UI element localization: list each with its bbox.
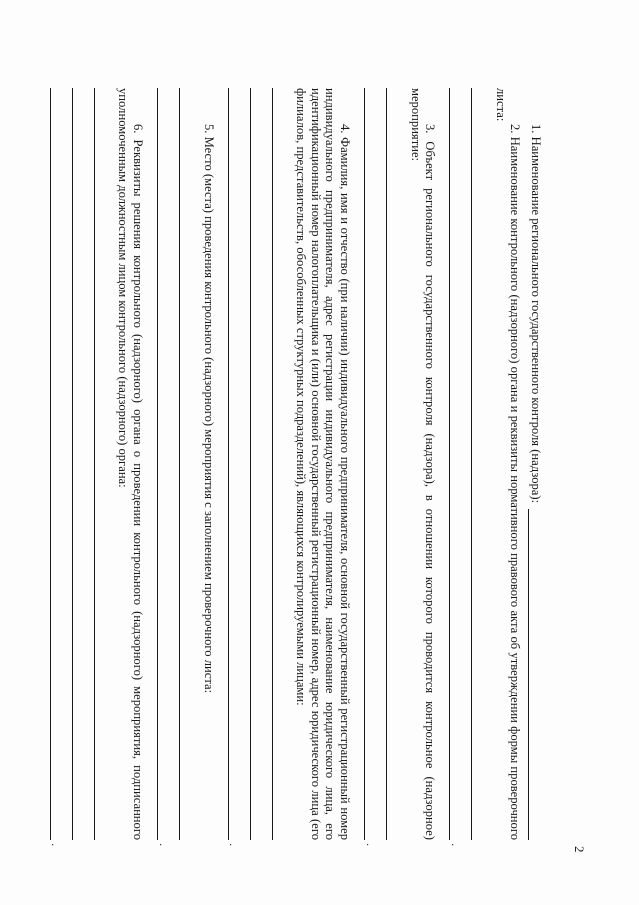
item-3-fill-line-2[interactable] <box>363 88 386 846</box>
line-end-mark: . <box>49 843 62 846</box>
page-number: 2 <box>572 846 587 853</box>
item-5-fill-line-2[interactable] <box>156 88 179 846</box>
line-end-mark: . <box>363 843 376 846</box>
item-3-fill-line-1[interactable] <box>386 88 408 840</box>
item-2-fill-line-1[interactable] <box>471 88 493 840</box>
item-1-row <box>528 88 543 840</box>
item-4-fill-line-3[interactable] <box>227 88 250 846</box>
item-5-fill-line-1[interactable] <box>179 88 201 840</box>
item-2-fill-line-2[interactable] <box>448 88 471 846</box>
item-4-fill-line-2[interactable] <box>250 88 272 840</box>
item-2-label: 2. Наименование контрольного (надзорного) органа и реквизиты нормативного правового акта об утверждении формы проверочного листа: <box>493 88 523 840</box>
item-5-label: 5. Место (места) проведения контрольного (надзорного) мероприятия с заполнением проверочного листа: <box>201 124 216 694</box>
item-4-label: 4. Фамилия, имя и отчество (при наличии) индивидуального предпринимателя, основной государственный регистрационный номер индивидуального предпринимателя, адрес регистрации индивидуального предпринимателя, наименование юридического лица, его идентификационный номер налогоплательщика и (или) основной государственный регистрационный номер, адрес юридического лица (его филиалов, представительств, обособленных структурных подразделений), являющихся контролируемыми лицами: <box>294 88 353 840</box>
line-end-mark: . <box>227 843 240 846</box>
checklist-form <box>49 88 543 846</box>
item-1-label: 1. Наименование регионального государственного контроля (надзора): <box>529 124 543 504</box>
item-6-fill-line-2[interactable] <box>72 88 94 840</box>
item-6-fill-line-3[interactable] <box>49 88 72 846</box>
item-6-label: 6. Реквизиты решения контрольного (надзорного) органа о проведении контрольного (надзорного) мероприятия, подписанного уполномоченным должностным лицом контрольного (надзорного) органа: <box>116 88 146 840</box>
line-end-mark: . <box>156 843 169 846</box>
item-4-fill-line-1[interactable] <box>272 88 294 840</box>
line-end-mark: . <box>448 843 461 846</box>
item-3-label: 3. Объект регионального государственного контроля (надзора), в отношении которого проводится контрольное (надзорное) мероприятие: <box>408 88 438 840</box>
item-1-fill-line[interactable] <box>528 509 542 840</box>
item-6-fill-line-1[interactable] <box>94 88 116 840</box>
